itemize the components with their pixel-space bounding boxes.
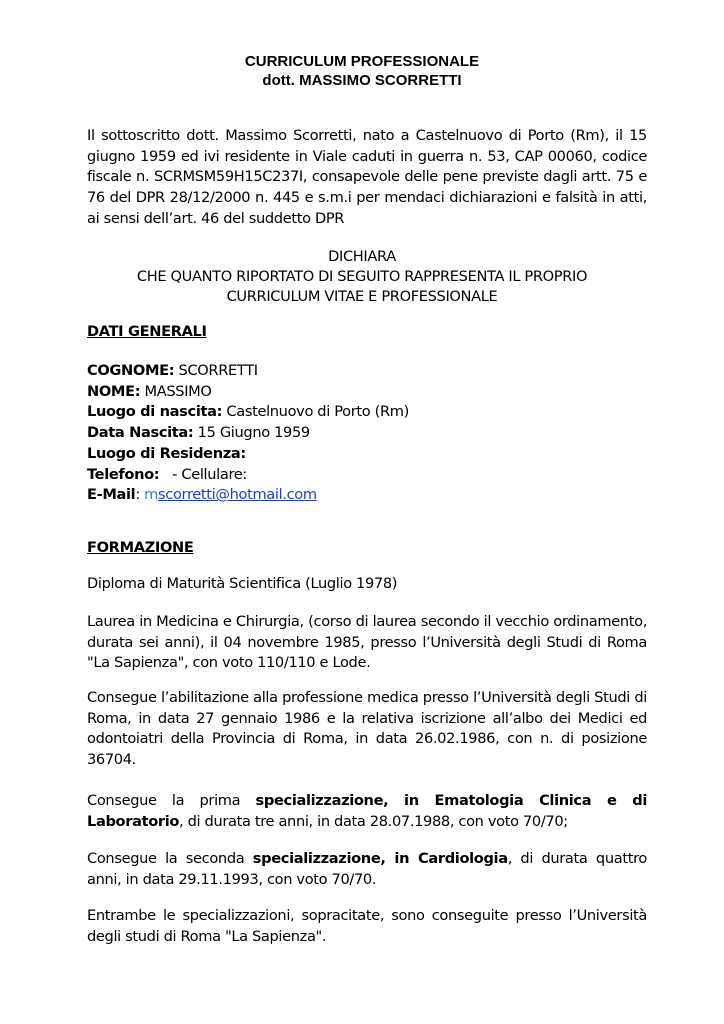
paragraph-5-rest: , di durata quattro anni, in data 29.11.1993, con voto 70/70. xyxy=(87,850,647,888)
declaration-line-2: CHE QUANTO RIPORTATO DI SEGUITO RAPPRESENTA IL PROPRIO xyxy=(136,268,588,285)
surname-value: SCORRETTI xyxy=(174,362,258,379)
education-paragraph-5 xyxy=(87,849,647,890)
birthdate-label: Data Nascita: xyxy=(87,424,194,442)
phone-row xyxy=(87,465,647,486)
paragraph-5-intro: Consegue la seconda xyxy=(87,850,253,867)
document-title: CURRICULUM PROFESSIONALE xyxy=(244,53,480,70)
education-heading: FORMAZIONE xyxy=(87,539,194,556)
birthdate-row xyxy=(87,423,647,444)
document-subtitle: dott. MASSIMO SCORRETTI xyxy=(262,72,462,89)
email-link[interactable]: scorretti@hotmail.com xyxy=(158,486,317,504)
paragraph-5-bold: specializzazione, in Cardiologia xyxy=(252,850,508,867)
surname-label: COGNOME: xyxy=(87,362,175,379)
education-paragraph-4 xyxy=(87,791,647,832)
birthdate-value: 15 Giugno 1959 xyxy=(193,424,310,442)
email-row xyxy=(87,485,647,506)
declaration-line-1: DICHIARA xyxy=(328,248,396,265)
paragraph-4-rest: , di durata tre anni, in data 28.07.1988, con voto 70/70; xyxy=(179,812,568,830)
name-label: NOME: xyxy=(87,382,141,400)
education-paragraph-6: Entrambe le specializzazioni, sopracitate, sono conseguite presso l’Università degli studi di Roma "La Sapienza". xyxy=(87,907,647,945)
name-value: MASSIMO xyxy=(140,382,212,400)
birthplace-row xyxy=(87,402,647,423)
intro-paragraph: Il sottoscritto dott. Massimo Scorretti, nato a Castelnuovo di Porto (Rm), il 15 giugno 1959 ed ivi residente in Viale caduti in guerra n. 53, CAP 00060, codice fiscale n. SCRMSM59H15C237I, consapevole delle pene previste dagli artt. 75 e 76 del DPR 28/12/2000 n. 445 e s.m.i per mendaci dichiarazioni e falsità in atti, ai sensi dell’art. 46 del suddetto DPR xyxy=(87,127,647,227)
education-paragraph-1: Diploma di Maturità Scientifica (Luglio 1978) xyxy=(87,575,398,592)
birthplace-value: Castelnuovo di Porto (Rm) xyxy=(222,403,409,421)
paragraph-4-bold: specializzazione, in Ematologia Clinica e di Laboratorio xyxy=(87,792,647,830)
paragraph-4-intro: Consegue la prima xyxy=(87,792,256,809)
declaration-line-3: CURRICULUM VITAE E PROFESSIONALE xyxy=(226,288,498,305)
education-paragraph-2: Laurea in Medicina e Chirurgia, (corso di laurea secondo il vecchio ordinamento, durata sei anni), il 04 novembre 1985, presso l’Università degli Studi di Roma "La Sapienza", con voto 110/110 e Lode. xyxy=(87,613,647,672)
education-paragraph-3: Consegue l’abilitazione alla professione medica presso l’Università degli Studi di Roma, in data 27 gennaio 1986 e la relativa iscrizione all’albo dei Medici ed odontoiatri della Provincia di Roma, in data 26.02.1986, con n. di posizione 36704. xyxy=(87,689,647,769)
email-label: E-Mail xyxy=(87,486,136,504)
phone-value: - Cellulare: xyxy=(159,465,247,483)
residence-label: Luogo di Residenza: xyxy=(87,444,246,462)
birthplace-label: Luogo di nascita: xyxy=(87,403,223,421)
general-data-list xyxy=(87,361,647,506)
email-separator: : xyxy=(135,486,145,504)
email-link-first-char[interactable]: m xyxy=(144,486,159,504)
residence-row xyxy=(87,444,647,465)
surname-row xyxy=(87,361,647,382)
name-row xyxy=(87,382,647,403)
phone-label: Telefono: xyxy=(87,465,160,483)
general-data-heading: DATI GENERALI xyxy=(87,323,207,340)
